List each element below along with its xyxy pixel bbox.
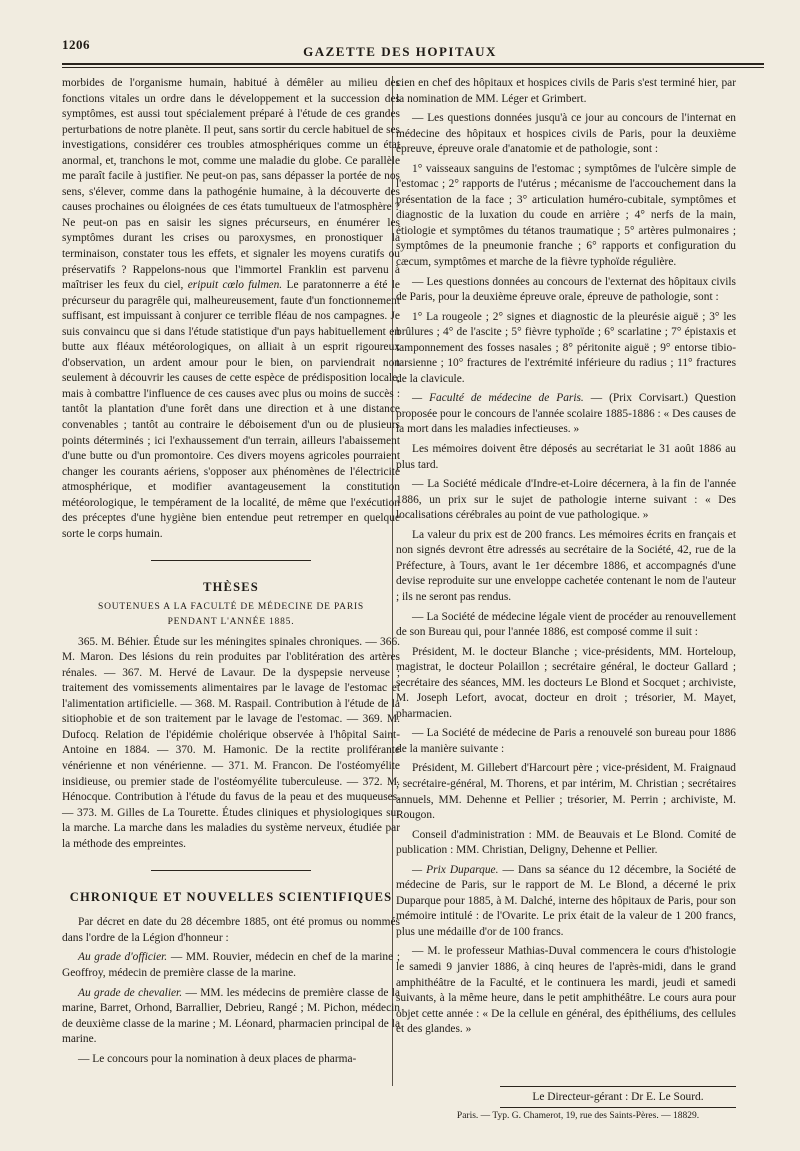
footer-rule	[500, 1107, 736, 1108]
chronique-title: CHRONIQUE ET NOUVELLES SCIENTIFIQUES	[69, 889, 393, 904]
paragraph: Les mémoires doivent être déposés au secrétariat le 31 août 1886 au plus tard.	[396, 443, 736, 471]
printer-imprint: Paris. — Typ. G. Chamerot, 19, rue des Saints-Pères. — 18829.	[456, 1111, 700, 1121]
paragraph: — M. le professeur Mathias-Duval commencera le cours d'histologie le samedi 9 janvier 1886, à cinq heures de l'après-midi, dans le grand amphithéâtre de la Faculté, et le continuera les mardi, jeudi et samedi suivants, à la même heure, dans le petit amphithéâtre. Le cours aura pour objet cette année : « De la cellule en général, des épithéliums, des cellules et des glandes. »	[396, 945, 736, 1036]
paragraph: — La Société médicale d'Indre-et-Loire décernera, à la fin de l'année 1886, un prix sur le sujet de pathologie interne suivant : « Des localisations cérébrales au point de vue pathologique. »	[396, 478, 736, 522]
paragraph: Conseil d'administration : MM. de Beauvais et Le Blond. Comité de publication : MM. Christian, Deligny, Dehenne et Pellier.	[396, 828, 736, 857]
paragraph: Président, M. le docteur Blanche ; vice-présidents, MM. Horteloup, magistrat, le docteur Polaillon ; secrétaire général, le docteur Gallard ; secrétaire des séances, MM. les docteurs Le Blond et Socquet ; archiviste, M. Joseph Lefort, avocat, docteur en droit ; trésorier, M. Mayet, pharmacien.	[396, 645, 736, 720]
theses-list: 365. M. Béhier. Étude sur les méningites spinales chroniques. — 366. M. Maron. Des lésions du rein produites par l'oblitération des artères rénales. — 367. M. Hervé de Lavaur. De la dyspepsie nerveuse ; traitement des vomissements alimentaires par le lavage de l'estomac et l'alimentation artificielle. — 368. M. Raspail. Contribution à l'étude de la sitiophobie et de son traitement par le lavage de l'estomac. — 369. M. Dufocq. Relation de l'épidémie cholérique observée à l'hôpital Saint-Antoine en 1884. — 370. M. Hamonic. De la rectite proliférante vénérienne et non vénérienne. — 371. M. Francon. De l'ostéomyélite insidieuse, ou premier stade de l'ostéomyélite tuberculeuse. — 372. M. Hénocque. Contribution à l'étude du favus de la peau et des muqueuses. — 373. M. Gilles de La Tourette. Études cliniques et physiologiques sur la marche. La marche dans les maladies du système nerveux, étudiée par la méthode des empreintes.	[62, 635, 400, 850]
paragraph: — Les questions données jusqu'à ce jour au concours de l'internat en médecine des hôpitaux et hospices civils de Paris, pour la deuxième épreuve, épreuve orale d'anatomie et de pathologie, sont :	[396, 112, 736, 156]
paragraph: — La Société de médecine de Paris a renouvelé son bureau pour 1886 de la manière suivante :	[396, 727, 736, 755]
paragraph: — Prix Duparque. — Dans sa séance du 12 décembre, la Société de médecine de Paris, sur le rapport de M. Le Blond, a décerné le prix Duparque pour 1885, à M. Dalché, interne des hôpitaux de Paris, pour son mémoire intitulé : de l'Ovarite. Le prix était de la valeur de 1 200 francs, plus une médaille d'or de 100 francs.	[396, 863, 736, 938]
left-column	[62, 76, 400, 1071]
paragraph: Au grade de chevalier. — MM. les médecins de première classe de la marine, Barret, Orhond, Barrallier, Debrieu, Rangé ; M. Pichon, médecin de deuxième classe de la marine ; M. Léonard, pharmacien principal de la marine.	[62, 986, 400, 1046]
header-rule-thin	[62, 67, 764, 68]
section-ornament	[62, 862, 400, 878]
paragraph: 1° La rougeole ; 2° signes et diagnostic de la pleurésie aiguë ; 3° les brûlures ; 4° de l'ascite ; 5° fièvre typhoïde ; 6° scarlatine ; 7° épistaxis et tamponnement des fosses nasales ; 8° péritonite aiguë ; 9° entorse tibio-tarsienne ; 10° fractures de l'extrémité inférieure du radius ; 11° fractures de la clavicule.	[396, 310, 736, 385]
editor-signature: Le Directeur-gérant : Dr E. Le Sourd.	[532, 1091, 704, 1103]
paragraph: cien en chef des hôpitaux et hospices civils de Paris s'est terminé hier, par la nomination de MM. Léger et Grimbert.	[396, 77, 736, 105]
right-column	[396, 76, 736, 1042]
paragraph: 1° vaisseaux sanguins de l'estomac ; symptômes de l'ulcère simple de l'estomac ; 2° rapports de l'utérus ; mécanisme de l'accouchement dans la présentation de la face ; 3° articulation huméro-cubitale, symptômes et diagnostic de la luxation du coude en arrière ; 4° nerfs de la main, étiologie et symptômes du tétanos traumatique ; 5° artères pulmonaires ; symptômes de la pneumonie franche ; 6° rapports et configuration du cæcum, symptômes et marche de la fièvre typhoïde régulière.	[396, 162, 736, 269]
paragraph: Président, M. Gillebert d'Harcourt père ; vice-président, M. Fraignaud ; secrétaire-général, M. Thorens, et par intérim, M. Christian ; secrétaires annuels, MM. Dehenne et Pellier ; trésorier, M. Perrin ; archiviste, M. Rougon.	[396, 762, 736, 822]
theses-title: THÈSES	[203, 579, 259, 594]
theses-subtitle: SOUTENUES A LA FACULTÉ DE MÉDECINE DE PARIS PENDANT L'ANNÉE 1885.	[97, 601, 365, 628]
paragraph: Au grade d'officier. — MM. Rouvier, médecin en chef de la marine ; Geoffroy, médecin de première classe de la marine.	[62, 951, 400, 979]
running-title: GAZETTE DES HOPITAUX	[303, 44, 497, 59]
paragraph: — Faculté de médecine de Paris. — (Prix Corvisart.) Question proposée pour le concours de l'année scolaire 1885-1886 : « Des causes de la mort dans les maladies infectieuses. »	[396, 392, 736, 436]
paragraph: — La Société de médecine légale vient de procéder au renouvellement de son Bureau qui, pour l'année 1886, est composé comme il suit :	[396, 610, 736, 639]
paragraph: morbides de l'organisme humain, habitué à démêler au milieu des fonctions vitales un ordre dans le développement et la succession des symptômes, est aussi tout spécialement préparé à l'étude de ces grandes perturbations de notre planète. Il peut, sans sortir du cercle habituel de ses investigations, considérer ces troubles atmosphériques comme un état anormal, et, tranchons le mot, comme une maladie du globe. Ce parallèle me paraît facile à justifier. Ne peut-on pas, sans dépasser la portée de nos sens, s'élever, comme dans la pathogénie humaine, à la découverte des causes prochaines ou éloignées de ces états tumultueux de l'atmosphère ? Ne peut-on pas en saisir les signes précurseurs, en énumérer les symptômes durant les crises ou paroxysmes, en pronostiquer la terminaison, constater tous les effets, et signaler les moyens curatifs ou préservatifs ? Rappelons-nous que l'immortel Franklin est parvenu à maîtriser les feux du ciel, eripuit cœlo fulmen. Le paratonnerre a été le précurseur du paragrêle qui, malheureusement, faute d'un fonctionnement suffisant, est impuissant à conjurer ce terrible fléau de nos campagnes. Je suis convaincu que si dans l'étude statistique d'un pays habituellement en butte aux fléaux météorologiques, on alliait à un esprit rigoureux d'observation, un ardent amour pour le bien, on parviendrait non seulement à découvrir les causes de cette espèce de prédisposition locale, mais à combattre l'influence de ces causes avec plus ou moins de succès : tantôt la plantation d'une forêt dans une direction et à une distance convenables ; tantôt au contraire le déboisement d'un ou de plusieurs points déterminés ; ici l'exhaussement d'un terrain, ailleurs l'abaissement d'une butte ou d'un promontoire. Ces divers moyens agricoles pourraient changer les courants aériens, s'opposer aux phénomènes de l'électricité atmosphérique, et modifier avantageusement la constitution météorologique, le tempérament de la localité, de même que l'exécution des préceptes d'une hygiène bien entendue peut retremper en quelque sorte le corps humain.	[62, 77, 400, 540]
header-rule	[62, 63, 764, 65]
paragraph: La valeur du prix est de 200 francs. Les mémoires écrits en français et non signés devront être adressés au secrétaire de la Société, 42, rue de la Préfecture, à Tours, avant le 1er décembre 1886, et accompagnés d'une devise reproduite sur une enveloppe cachetée contenant le nom de l'auteur ; ils ne seront pas rendus.	[396, 528, 736, 603]
section-ornament	[62, 552, 400, 568]
paragraph: Par décret en date du 28 décembre 1885, ont été promus ou nommés dans l'ordre de la Légion d'honneur :	[62, 916, 400, 944]
latin-quote: eripuit cœlo fulmen.	[187, 279, 283, 292]
paragraph: — Les questions données au concours de l'externat des hôpitaux civils de Paris, pour la deuxième épreuve orale, épreuve de pathologie, sont :	[396, 275, 736, 304]
paragraph: — Le concours pour la nomination à deux places de pharma-	[78, 1052, 357, 1065]
footer-rule	[500, 1086, 736, 1087]
page-number: 1206	[62, 37, 90, 52]
